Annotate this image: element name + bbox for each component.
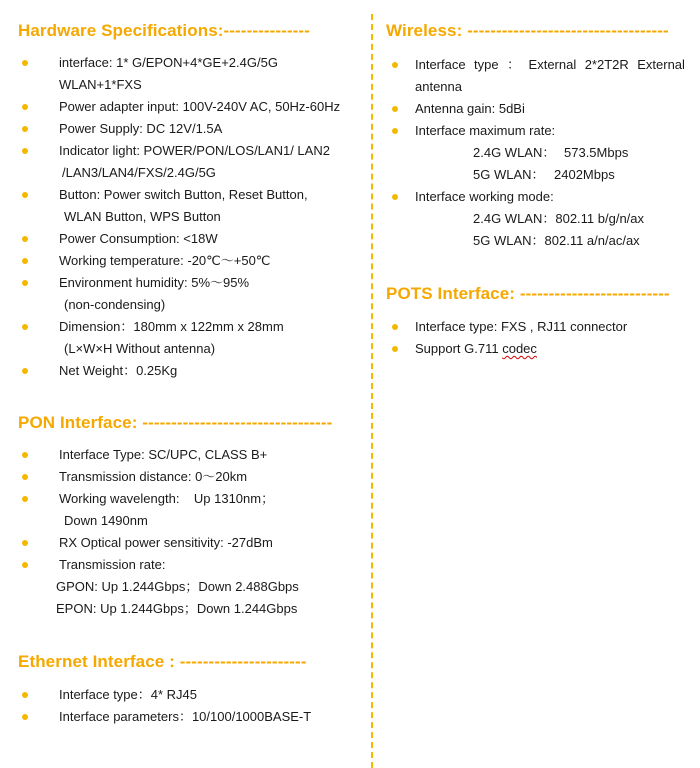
epon-rate: EPON: Up 1.244Gbps；Down 1.244Gbps — [56, 601, 298, 616]
bullet-icon — [22, 236, 28, 242]
item-text-cont: /LAN3/LAN4/FXS/2.4G/5G — [62, 165, 216, 180]
bullet-icon — [392, 62, 398, 68]
item-text: Interface type：4* RJ45 — [59, 687, 198, 702]
item-text: interface: 1* G/EPON+4*GE+2.4G/5G — [59, 55, 278, 70]
bullet-icon — [392, 106, 398, 112]
item-text: Net Weight：0.25Kg — [59, 363, 178, 378]
word: ： — [507, 57, 521, 72]
word: 2*2T2R — [584, 57, 629, 72]
list-item — [0, 52, 370, 96]
rate-24-value: 573.5Mbps — [564, 145, 629, 160]
item-text: Interface maximum rate: — [415, 123, 556, 138]
item-text-cont: WLAN+1*FXS — [59, 77, 142, 92]
item-text: Power Consumption: <18W — [59, 231, 218, 246]
item-text-cont: WLAN Button, WPS Button — [64, 209, 221, 224]
bullet-icon — [22, 496, 28, 502]
item-text: Interface working mode: — [415, 189, 554, 204]
word: External — [528, 57, 577, 72]
item-text-cont: Down 1490nm — [64, 513, 148, 528]
item-text: Indicator light: POWER/PON/LOS/LAN1/ LAN2 — [59, 143, 330, 158]
word: External — [637, 57, 685, 72]
mode-5: 5G WLAN：802.11 a/n/ac/ax — [473, 233, 640, 248]
item-text: Dimension：180mm x 122mm x 28mm — [59, 319, 284, 334]
bullet-icon — [22, 148, 28, 154]
item-text: Antenna gain: 5dBi — [415, 101, 525, 116]
bullet-icon — [392, 346, 398, 352]
bullet-icon — [22, 280, 28, 286]
word: type — [474, 57, 499, 72]
item-text: Button: Power switch Button, Reset Button, — [59, 187, 308, 202]
bullet-icon — [22, 192, 28, 198]
item-text: Working temperature: -20℃～+50℃ — [59, 253, 271, 268]
bullet-icon — [22, 452, 28, 458]
rate-5-label: 5G WLAN： — [473, 167, 545, 182]
list-item — [380, 54, 698, 98]
bullet-icon — [22, 562, 28, 568]
item-text: Environment humidity: 5%～95% — [59, 275, 250, 290]
item-text-cont: (non-condensing) — [64, 297, 166, 312]
item-text: RX Optical power sensitivity: -27dBm — [59, 535, 273, 550]
word: Interface — [415, 57, 466, 72]
bullet-icon — [392, 128, 398, 134]
item-text: Transmission distance: 0～20km — [59, 469, 248, 484]
item-text: Transmission rate: — [59, 557, 166, 572]
bullet-icon — [22, 540, 28, 546]
bullet-icon — [392, 324, 398, 330]
bullet-icon — [22, 714, 28, 720]
item-text: Working wavelength: Up 1310nm； — [59, 491, 275, 506]
mode-24: 2.4G WLAN：802.11 b/g/n/ax — [473, 211, 645, 226]
item-text: Power Supply: DC 12V/1.5A — [59, 121, 223, 136]
antenna-line — [415, 54, 685, 76]
pots-heading: POTS Interface: -------------------------- — [386, 284, 670, 303]
bullet-icon — [392, 194, 398, 200]
item-text-cont: antenna — [415, 79, 462, 94]
codec-word: codec — [502, 341, 537, 356]
gpon-rate: GPON: Up 1.244Gbps；Down 2.488Gbps — [56, 579, 299, 594]
hardware-heading: Hardware Specifications:--------------- — [18, 21, 310, 40]
item-text: Interface parameters：10/100/1000BASE-T — [59, 709, 312, 724]
item-text-cont: (L×W×H Without antenna) — [64, 341, 216, 356]
item-text — [415, 338, 537, 360]
bullet-icon — [22, 368, 28, 374]
bullet-icon — [22, 692, 28, 698]
wireless-heading: Wireless: ----------------------------------- — [386, 21, 669, 40]
bullet-icon — [22, 60, 28, 66]
item-text: Interface Type: SC/UPC, CLASS B+ — [59, 447, 268, 462]
column-divider — [371, 14, 373, 768]
rate-5-value: 2402Mbps — [554, 167, 615, 182]
bullet-icon — [22, 258, 28, 264]
ethernet-heading: Ethernet Interface : ---------------------- — [18, 652, 307, 671]
item-text: Interface type: FXS , RJ11 connector — [415, 319, 628, 334]
pon-heading: PON Interface: --------------------------------- — [18, 413, 333, 432]
bullet-icon — [22, 474, 28, 480]
item-text: Power adapter input: 100V-240V AC, 50Hz-60Hz — [59, 99, 341, 114]
bullet-icon — [22, 104, 28, 110]
rate-24-label: 2.4G WLAN： — [473, 145, 556, 160]
bullet-icon — [22, 324, 28, 330]
bullet-icon — [22, 126, 28, 132]
codec-prefix: Support G.711 — [415, 341, 503, 356]
